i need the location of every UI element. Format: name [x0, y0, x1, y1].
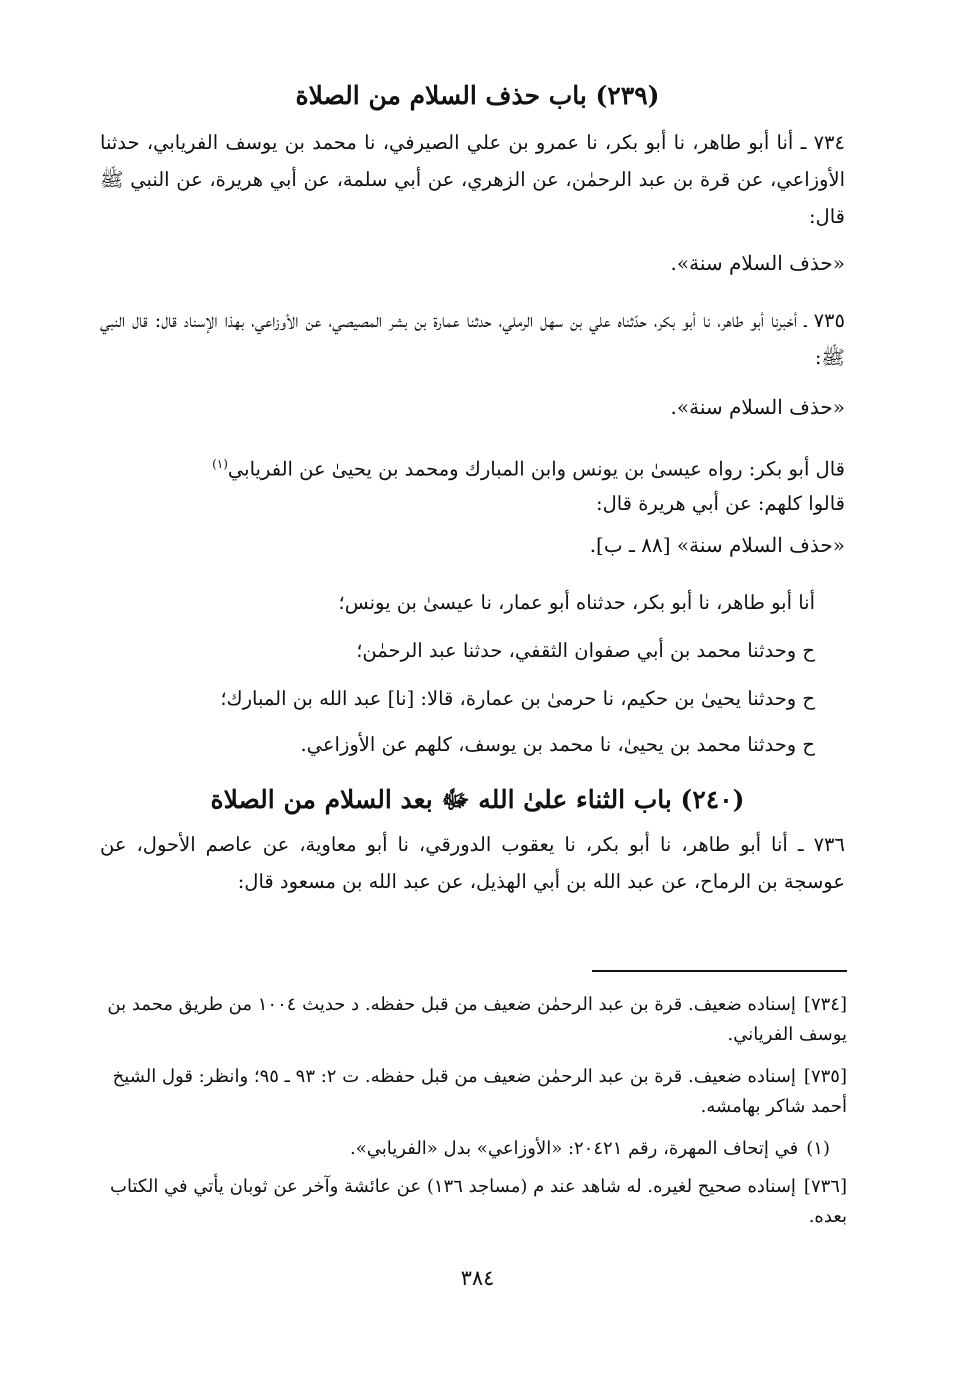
abu-bakr-note-text2: قالوا كلهم: عن أبي هريرة قال:	[596, 491, 845, 515]
footnote-tag: [٧٣٥]	[803, 1066, 847, 1087]
chapter-240-heading: (٢٤٠) باب الثناء علىٰ الله ﷻ بعد السلام من الصلاة	[210, 785, 745, 814]
footnote	[100, 1172, 847, 1232]
abu-bakr-note	[100, 447, 845, 521]
footnote-tag: [٧٣٤]	[803, 994, 847, 1015]
footnote	[100, 1062, 847, 1122]
chain-line: ح وحدثنا محمد بن يحيىٰ، نا محمد بن يوسف، كلهم عن الأوزاعي.	[300, 733, 815, 756]
hadith-735-quote: «حذف السلام سنة».	[670, 395, 845, 419]
hadith-735-text: ٧٣٥ ـ أخبرنا أبو طاهر، نا أبو بكر، حدّثناه علي بن سهل الرملي، حدثنا عمارة بن بشر المصيصي، عن الأوزاعي، بهذا الإسناد قال: قال النبي ﷺ:	[100, 309, 845, 369]
footnote	[100, 1134, 830, 1164]
page-number: ٣٨٤	[460, 1266, 495, 1290]
footnote-separator	[592, 970, 847, 972]
footnote-tag: [٧٣٦]	[803, 1176, 847, 1197]
chain-line: ح وحدثنا يحيىٰ بن حكيم، نا حرمىٰ بن عمارة، قالا: [نا] عبد الله بن المبارك؛	[220, 687, 815, 710]
footnote-text: إسناده صحيح لغيره. له شاهد عند م (مساجد ١٣٦) عن عائشة وآخر عن ثوبان يأتي في الكتاب بعده.	[110, 1176, 847, 1227]
chapter-239-heading: (٢٣٩) باب حذف السلام من الصلاة	[295, 81, 660, 110]
hadith-734-quote: «حذف السلام سنة».	[670, 251, 845, 275]
abu-bakr-note-text: قال أبو بكر: رواه عيسىٰ بن يونس وابن المبارك ومحمد بن يحيىٰ عن الفريابي	[227, 457, 845, 481]
footnote-text: في إتحاف المهرة، رقم ٢٠٤٢١: «الأوزاعي» بدل «الفريابي».	[350, 1138, 799, 1159]
footnote-marker: (١)	[212, 457, 228, 471]
hadith-734-text: ٧٣٤ ـ أنا أبو طاهر، نا أبو بكر، نا عمرو بن علي الصيرفي، نا محمد بن يوسف الفريابي، حدثنا الأوزاعي، عن قرة بن عبد الرحمٰن، عن الزهري، عن أبي سلمة، عن أبي هريرة، عن النبي ﷺ قال:	[100, 131, 845, 228]
footnote-tag: (١)	[806, 1138, 830, 1159]
abu-bakr-note-quote: «حذف السلام سنة» [٨٨ ـ ب].	[589, 533, 845, 557]
chain-line: ح وحدثنا محمد بن أبي صفوان الثقفي، حدثنا عبد الرحمٰن؛	[356, 639, 815, 662]
hadith-736-text: ٧٣٦ ـ أنا أبو طاهر، نا أبو بكر، نا يعقوب الدورقي، نا أبو معاوية، عن عاصم الأحول، عن عوسجة بن الرماح، عن عبد الله بن أبي الهذيل، عن عبد الله بن مسعود قال:	[100, 833, 845, 893]
footnote-text: إسناده ضعيف. قرة بن عبد الرحمٰن ضعيف من قبل حفظه. د حديث ١٠٠٤ من طريق محمد بن يوسف الفرياني.	[107, 994, 847, 1045]
footnote-text: إسناده ضعيف. قرة بن عبد الرحمٰن ضعيف من قبل حفظه. ت ٢: ٩٣ ـ ٩٥؛ وانظر: قول الشيخ أحمد شاكر بهامشه.	[112, 1066, 847, 1117]
footnote	[100, 990, 847, 1050]
chain-line: أنا أبو طاهر، نا أبو بكر، حدثناه أبو عمار، نا عيسىٰ بن يونس؛	[338, 591, 815, 614]
